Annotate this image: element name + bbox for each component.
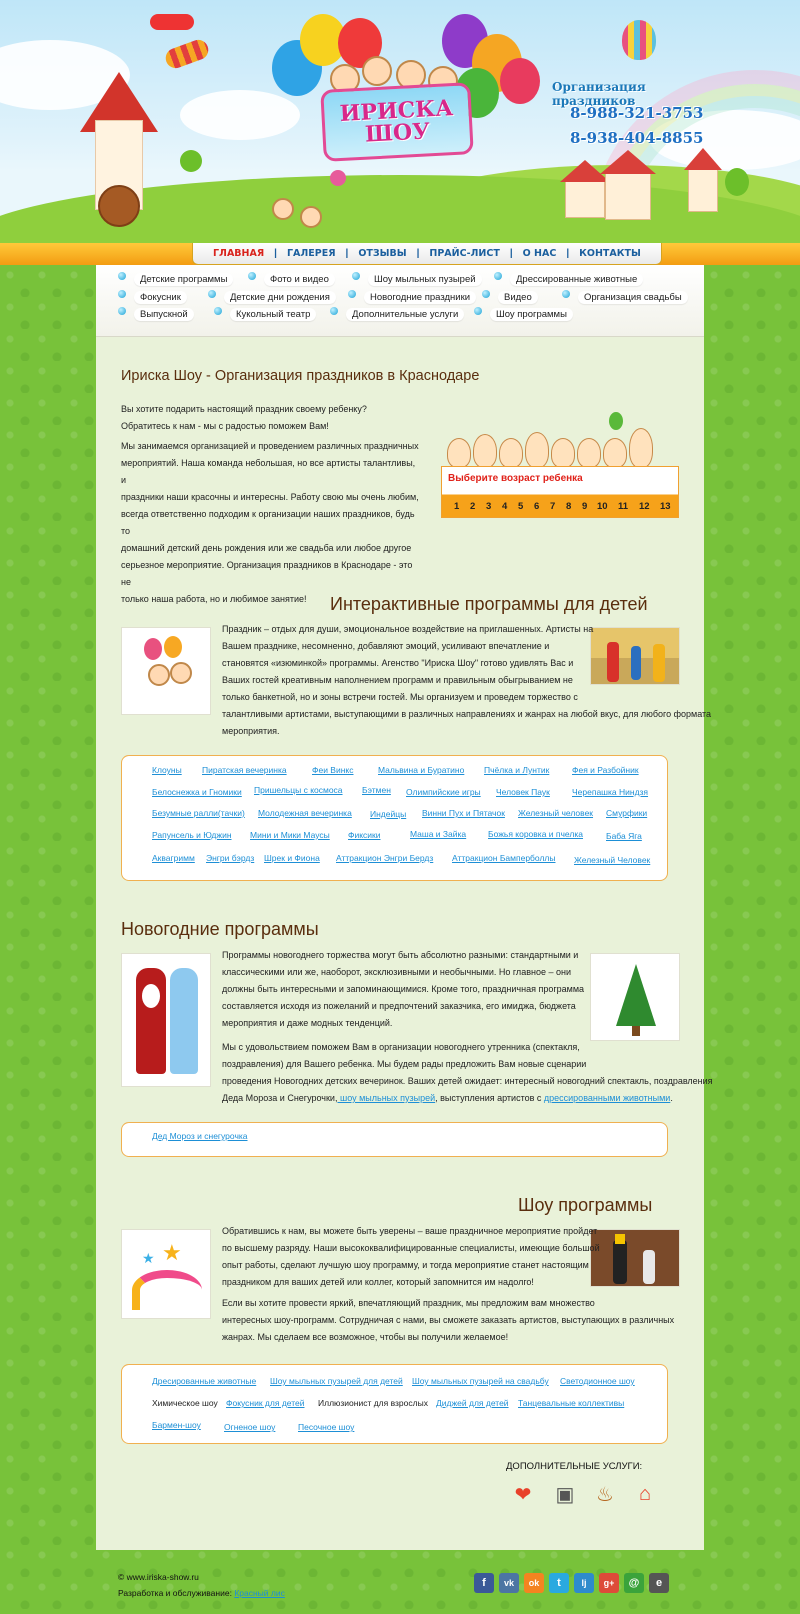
hot-air-balloon-icon xyxy=(622,20,656,60)
program-text: Иллюзионист для взрослых xyxy=(318,1398,428,1408)
kids-balloons-image xyxy=(121,627,211,715)
bullet-icon xyxy=(330,307,338,315)
balloon-house-icon[interactable]: ⌂ xyxy=(638,1482,652,1505)
section-title-new-year: Новогодние программы xyxy=(121,919,319,939)
nav-item-home[interactable]: ГЛАВНАЯ xyxy=(213,248,265,259)
program-link[interactable]: Маша и Зайка xyxy=(410,829,467,839)
program-link[interactable]: Винни Пух и Пятачок xyxy=(422,808,505,818)
age-option[interactable]: 6 xyxy=(534,501,540,512)
program-link[interactable]: Бэтмен xyxy=(362,785,391,795)
program-link[interactable]: Огненое шоу xyxy=(224,1422,276,1432)
program-link[interactable]: Энгри бэрдз xyxy=(206,853,255,863)
program-link[interactable]: Белоснежка и Гномики xyxy=(152,787,242,797)
nav-separator: | xyxy=(345,248,349,259)
livejournal-icon[interactable]: lj xyxy=(574,1573,594,1593)
trained-animals-link[interactable]: дрессированными животными xyxy=(543,1093,671,1103)
bullet-icon xyxy=(562,290,570,298)
show-programs-links xyxy=(121,1364,668,1444)
extra-services-title: ДОПОЛНИТЕЛЬНЫЕ УСЛУГИ: xyxy=(506,1461,643,1472)
bullet-icon xyxy=(118,290,126,298)
kids-illustration xyxy=(441,412,679,468)
show-body-1: Обратившись к нам, вы можете быть уверены – ваше праздничное мероприятие пройдет по высшему разряду. Наши высококвалифицированные специалисты, имеющие большой опыт работы, сделают лучшую шоу программу, и тогда мероприятие станет настоящим праздником для ваших детей или коллег, который запомнится им надолго! xyxy=(222,1226,600,1287)
nav-separator: | xyxy=(566,248,570,259)
nav-separator: | xyxy=(416,248,420,259)
facebook-icon[interactable]: f xyxy=(474,1573,494,1593)
logo-line2: ШОУ xyxy=(364,118,431,148)
new-year-body-2: Мы с удовольствием поможем Вам в организации новогоднего утренника (спектакля, поздравления) для Вашего ребенка. Мы будем рады предложить Вам новые сценарии проведения Новогодних детских вечеринок. Ваших детей ожидает: интересный новогодний спектакль, поздравления Деда Мороза и Снегурочки, шоу мыльных пузырей, выступления артистов с дрессированными животными. xyxy=(222,1042,713,1103)
subnav-item-puppet-theater[interactable]: Кукольный театр xyxy=(214,308,316,321)
program-link[interactable]: Пришельцы с космоса xyxy=(254,785,343,795)
main-nav xyxy=(192,243,662,265)
nav-item-price[interactable]: ПРАЙС-ЛИСТ xyxy=(429,248,500,259)
age-selector-title: Выберите возраст ребенка xyxy=(448,473,583,484)
subnav-item-trained-animals[interactable]: Дрессированные животные xyxy=(494,273,643,286)
program-link[interactable]: Феи Винкс xyxy=(312,765,354,775)
program-link[interactable]: Железный Человек xyxy=(574,855,651,865)
age-option[interactable]: 9 xyxy=(582,501,588,512)
intro-body: Мы занимаемся организацией и проведением различных праздничных мероприятий. Наша команда небольшая, но все артисты талантливы, и праздники наши красочны и интересны. Работу свою мы очень любим, всегда ответственно подходим к организации наших праздников, будь то домашний детский день рождения или же свадьба или любое другое серьезное мероприятие. Организация праздников в Краснодаре - это не только наша работа, но и любимое занятие! xyxy=(121,441,419,604)
nav-separator: | xyxy=(509,248,513,259)
show-body-2: Если вы хотите провести яркий, впечатляющий праздник, мы предложим вам множество интересных шоу-программ. Сотрудничая с нами, вы сможете заказать артистов, выступающих в различных жанрах. Мы сделаем все возможное, чтобы вы получили желаемое! xyxy=(222,1298,675,1342)
program-link[interactable]: Клоуны xyxy=(152,765,182,775)
age-option[interactable]: 2 xyxy=(470,501,476,512)
nav-item-reviews[interactable]: ОТЗЫВЫ xyxy=(358,248,407,259)
program-link[interactable]: Дед Мороз и снегурочка xyxy=(152,1131,248,1141)
age-option[interactable]: 1 xyxy=(454,501,460,512)
hearts-icon[interactable]: ❤ xyxy=(514,1483,532,1506)
age-option[interactable]: 5 xyxy=(518,501,524,512)
program-link[interactable]: Пиратская вечеринка xyxy=(202,765,287,775)
subnav-item-graduation[interactable]: Выпускной xyxy=(118,308,194,321)
phone-number-2[interactable]: 8-938-404-8855 xyxy=(570,129,704,147)
program-link[interactable]: Олимпийские игры xyxy=(406,787,481,797)
age-option[interactable]: 3 xyxy=(486,501,492,512)
program-link[interactable]: Светодионное шоу xyxy=(560,1376,635,1386)
program-link[interactable]: Диджей для детей xyxy=(436,1398,509,1408)
program-link[interactable]: Шоу мыльных пузырей для детей xyxy=(270,1376,403,1386)
program-link[interactable]: Баба Яга xyxy=(606,831,642,841)
program-link[interactable]: Мини и Мики Маусы xyxy=(250,830,330,840)
subnav-item-bubble-show[interactable]: Шоу мыльных пузырей xyxy=(352,273,482,286)
program-link[interactable]: Фиксики xyxy=(348,830,381,840)
bullet-icon xyxy=(214,307,222,315)
developer-info: Разработка и обслуживание: Красный лис xyxy=(118,1588,285,1598)
googleplus-icon[interactable]: g+ xyxy=(599,1573,619,1593)
section-title-interactive: Интерактивные программы для детей xyxy=(330,594,648,614)
age-option[interactable]: 7 xyxy=(550,501,556,512)
interactive-body: Праздник – отдых для души, эмоциональное воздействие на приглашенных. Артисты на Вашем празднике, несомненно, добавляют эмоций, усиливают впечатление и становятся «изюминкой» программы. Агенство "Ириска Шоу" готово удивлять Вас и Ваших гостей креативным наполнением программ и правильным обыгрыванием не только банкетной, но и зоны встречи гостей. Мы организуем и проведем торжество с талантливыми артистами, выступающими в различных направлениях и жанрах на любой вкус, для любого формата мероприятия. xyxy=(222,624,712,736)
program-link[interactable]: Человек Паук xyxy=(496,787,550,797)
subnav-item-video[interactable]: Видео xyxy=(482,291,538,304)
age-option[interactable]: 11 xyxy=(618,501,629,512)
teddy-bear-icon xyxy=(98,185,140,227)
camera-icon[interactable]: ▣ xyxy=(555,1483,575,1506)
stars-image: ★ ★ xyxy=(121,1229,211,1319)
program-link[interactable]: Железный человек xyxy=(518,808,594,818)
program-link[interactable]: Индейцы xyxy=(370,809,407,819)
program-link[interactable]: Молодежная вечеринка xyxy=(258,808,352,818)
bullet-icon xyxy=(118,272,126,280)
nav-item-gallery[interactable]: ГАЛЕРЕЯ xyxy=(286,248,336,259)
evernote-icon[interactable]: e xyxy=(649,1573,669,1593)
program-link[interactable]: Пчёлка и Лунтик xyxy=(484,765,550,775)
phone-number-1[interactable]: 8-988-321-3753 xyxy=(570,104,704,122)
subnav-item-magician[interactable]: Фокусник xyxy=(118,291,187,304)
nav-item-about[interactable]: О НАС xyxy=(522,248,557,259)
age-option[interactable]: 8 xyxy=(566,501,572,512)
developer-link[interactable]: Красный лис xyxy=(234,1588,285,1598)
program-link[interactable]: Шоу мыльных пузырей на свадьбу xyxy=(412,1376,549,1386)
bullet-icon xyxy=(248,272,256,280)
program-link[interactable]: Аквагримм xyxy=(152,853,195,863)
page-title: Ириска Шоу - Организация праздников в Краснодаре xyxy=(121,368,480,384)
age-option[interactable]: 13 xyxy=(660,501,671,512)
program-text: Химическое шоу xyxy=(152,1398,218,1408)
intro-lines: Вы хотите подарить настоящий праздник своему ребенку? Обратитесь к нам - мы с радостью поможем Вам! xyxy=(121,404,367,431)
subnav-item-new-year[interactable]: Новогодние праздники xyxy=(348,291,476,304)
program-link[interactable]: Черепашка Ниндзя xyxy=(572,787,649,797)
odnoklassniki-icon[interactable]: ok xyxy=(524,1573,544,1593)
program-link[interactable]: Мальвина и Буратино xyxy=(378,765,465,775)
subnav-item-show-programs[interactable]: Шоу программы xyxy=(474,308,573,321)
mailru-icon[interactable]: @ xyxy=(624,1573,644,1593)
new-year-links xyxy=(121,1122,668,1157)
header-banner xyxy=(0,0,800,245)
program-link[interactable]: Аттракцион Энгри Бердз xyxy=(336,853,434,863)
new-year-body-1: Программы новогоднего торжества могут быть абсолютно разными: стандартными и классическими или же, наоборот, эксклюзивными и необычными. Но главное – они должны быть интересными и запоминающимися. Кроме того, праздничная программа составляется исходя из пожеланий и предпочтений заказчика, его имиджа, бюджета мероприятия и даже модных тенденций. xyxy=(222,950,585,1028)
bullet-icon xyxy=(348,290,356,298)
nav-item-contacts[interactable]: КОНТАКТЫ xyxy=(579,248,641,259)
age-option[interactable]: 12 xyxy=(639,501,650,512)
bullet-icon xyxy=(208,290,216,298)
site-logo[interactable] xyxy=(320,82,474,162)
cake-icon[interactable]: ♨ xyxy=(596,1483,614,1506)
program-link[interactable]: Аттракцион Бамперболлы xyxy=(452,853,556,863)
program-link[interactable]: Безумные ралли(тачки) xyxy=(152,808,245,818)
program-link[interactable]: Фея и Разбойник xyxy=(572,765,639,775)
bullet-icon xyxy=(474,307,482,315)
subnav-item-photo-video[interactable]: Фото и видео xyxy=(248,273,335,286)
subnav-item-kids-programs[interactable]: Детские программы xyxy=(118,273,233,286)
helicopter-icon xyxy=(150,14,194,30)
program-link[interactable]: Дресированные животные xyxy=(152,1376,257,1386)
bubble-show-link[interactable]: шоу мыльных пузырей xyxy=(337,1093,436,1103)
logo-line1: ИРИСКА xyxy=(339,95,454,127)
program-link[interactable]: Фокусник для детей xyxy=(226,1398,305,1408)
program-link[interactable]: Шрек и Фиона xyxy=(264,853,320,863)
ded-moroz-image xyxy=(121,953,211,1087)
bullet-icon xyxy=(482,290,490,298)
org-title: Организация праздников xyxy=(552,80,646,108)
section-title-show: Шоу программы xyxy=(518,1195,653,1215)
bullet-icon xyxy=(118,307,126,315)
program-link[interactable]: Песочное шоу xyxy=(298,1422,355,1432)
category-menu xyxy=(96,265,704,337)
age-option[interactable]: 10 xyxy=(597,501,608,512)
age-option[interactable]: 4 xyxy=(502,501,508,512)
house-icon xyxy=(565,180,605,218)
program-link[interactable]: Божья коровка и пчелка xyxy=(488,829,583,839)
subnav-item-extra-services[interactable]: Дополнительные услуги xyxy=(330,308,464,321)
program-link[interactable]: Танцевальные коллективы xyxy=(518,1398,625,1408)
copyright: © www.iriska-show.ru xyxy=(118,1572,199,1582)
interactive-programs-links xyxy=(121,755,668,881)
program-link[interactable]: Бармен-шоу xyxy=(152,1420,201,1430)
age-selector xyxy=(441,466,679,518)
nav-separator: | xyxy=(274,248,277,259)
subnav-item-birthdays[interactable]: Детские дни рождения xyxy=(208,291,336,304)
program-link[interactable]: Рапунсель и Юджин xyxy=(152,830,232,840)
bullet-icon xyxy=(352,272,360,280)
vk-icon[interactable]: vk xyxy=(499,1573,519,1593)
candy-icon xyxy=(163,37,211,71)
program-link[interactable]: Смурфики xyxy=(606,808,648,818)
subnav-item-wedding[interactable]: Организация свадьбы xyxy=(562,291,688,304)
bullet-icon xyxy=(494,272,502,280)
twitter-icon[interactable]: t xyxy=(549,1573,569,1593)
